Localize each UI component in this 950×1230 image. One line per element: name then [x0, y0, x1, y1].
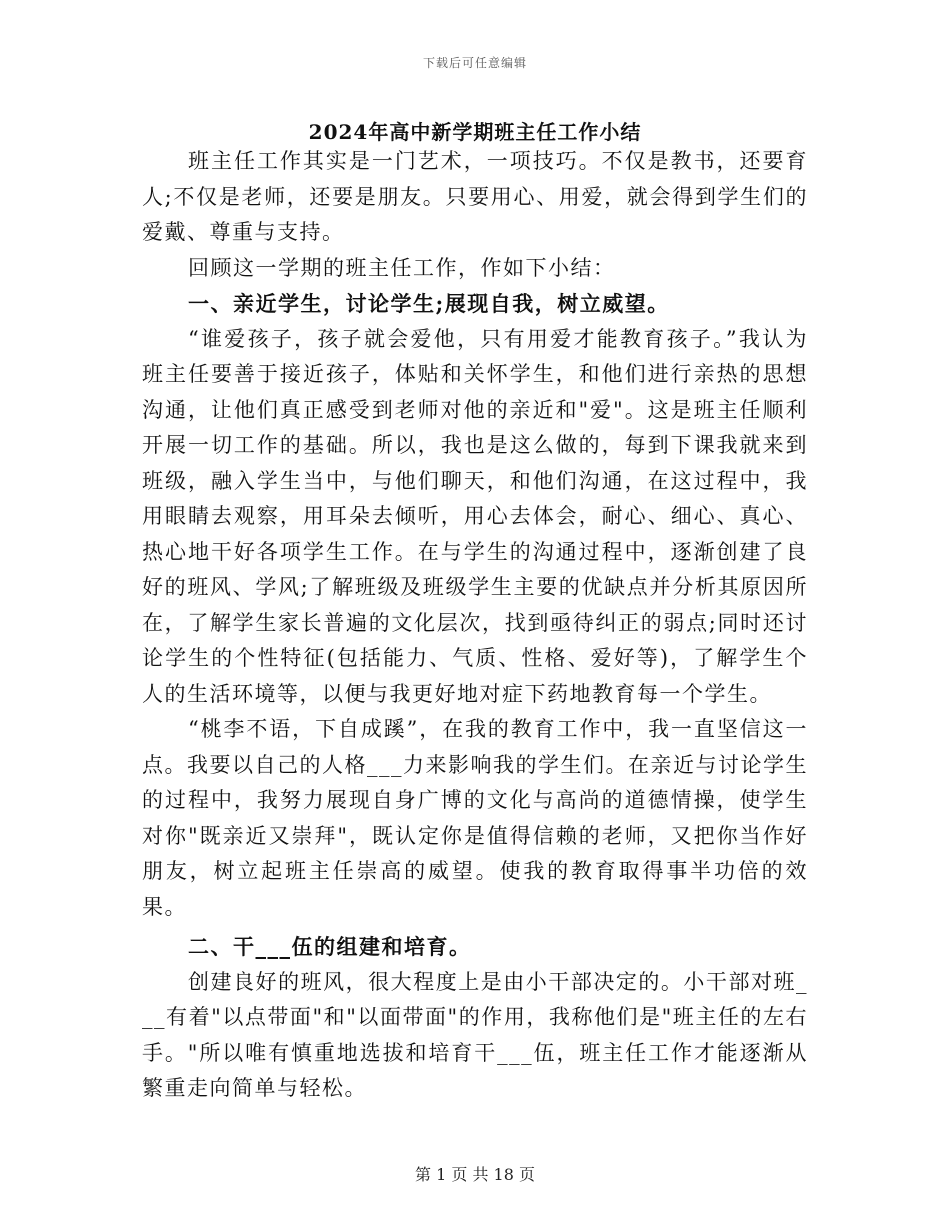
document-body — [142, 144, 808, 1107]
document-title: 2024年高中新学期班主任工作小结 — [308, 120, 642, 144]
page-header-note: 下载后可任意编辑 — [422, 56, 527, 70]
page-number: 第 1 页 共 18 页 — [415, 1165, 535, 1184]
section-two-paragraph-1: 创建良好的班风，很大程度上是由小干部决定的。小干部对班___有着"以点带面"和"以面带面"的作用，我称他们是"班主任的左右手。"所以唯有慎重地选拔和培育干___伍，班主任工作才能逐渐从繁重走向简单与轻松。 — [142, 969, 808, 1100]
summary-lead-paragraph: 回顾这一学期的班主任工作，作如下小结： — [188, 255, 616, 280]
section-one-paragraph-1: “谁爱孩子，孩子就会爱他，只有用爱才能教育孩子。”我认为班主任要善于接近孩子，体贴和关怀学生，和他们进行亲热的思想沟通，让他们真正感受到老师对他的亲近和"爱"。这是班主任顺利开展一切工作的基础。所以，我也是这么做的，每到下课我就来到班级，融入学生当中，与他们聊天，和他们沟通，在这过程中，我用眼睛去观察，用耳朵去倾听，用心去体会，耐心、细心、真心、热心地干好各项学生工作。在与学生的沟通过程中，逐渐创建了良好的班风、学风;了解班级及班级学生主要的优缺点并分析其原因所在，了解学生家长普遍的文化层次，找到亟待纠正的弱点;同时还讨论学生的个性特征(包括能力、气质、性格、爱好等)，了解学生个人的生活环境等，以便与我更好地对症下药地教育每一个学生。 — [142, 326, 808, 706]
section-heading-two: 二、干___伍的组建和培育。 — [188, 934, 472, 959]
section-heading-one: 一、亲近学生，讨论学生;展现自我，树立威望。 — [188, 291, 670, 316]
intro-paragraph: 班主任工作其实是一门艺术，一项技巧。不仅是教书，还要育人;不仅是老师，还要是朋友。只要用心、用爱，就会得到学生们的爱戴、尊重与支持。 — [142, 149, 808, 244]
section-one-paragraph-2: “桃李不语，下自成蹊”，在我的教育工作中，我一直坚信这一点。我要以自己的人格___力来影响我的学生们。在亲近与讨论学生的过程中，我努力展现自身广博的文化与高尚的道德情操，使学生对你"既亲近又崇拜"，既认定你是值得信赖的老师，又把你当作好朋友，树立起班主任崇高的威望。使我的教育取得事半功倍的效果。 — [142, 717, 808, 919]
